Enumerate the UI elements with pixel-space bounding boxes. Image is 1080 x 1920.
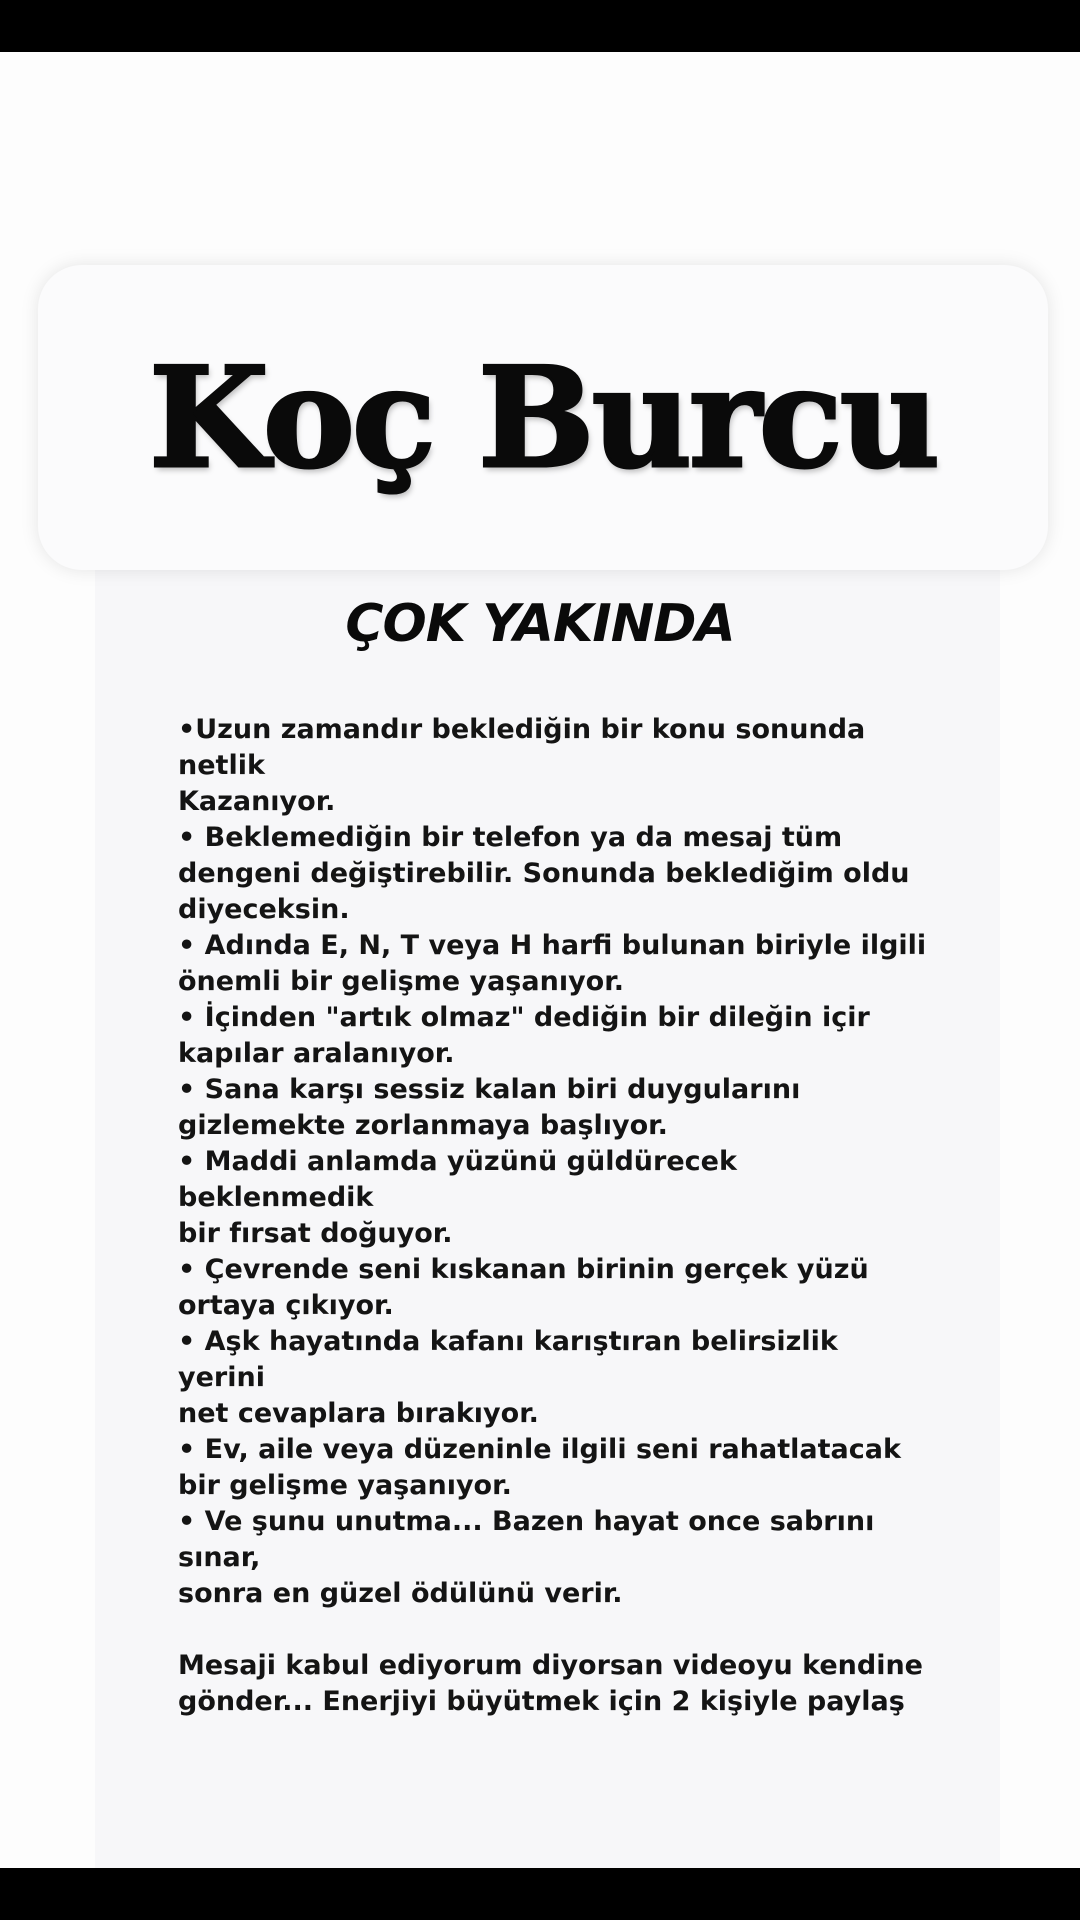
text-line: • Beklemediğin bir telefon ya da mesaj tüm	[178, 822, 843, 853]
text-line: • Çevrende seni kıskanan birinin gerçek yüzü	[178, 1254, 869, 1285]
text-line: sınar,	[178, 1542, 261, 1573]
footer-line: gönder... Enerjiyi büyütmek için 2 kişiyle paylaş	[178, 1686, 905, 1717]
text-line: beklenmedik	[178, 1182, 374, 1213]
text-line: Kazanıyor.	[178, 786, 336, 817]
title-card	[38, 265, 1048, 570]
text-line: • Maddi anlamda yüzünü güldürecek	[178, 1146, 737, 1177]
horoscope-text	[178, 712, 978, 1720]
text-line: diyeceksin.	[178, 894, 350, 925]
text-line: • Sana karşı sessiz kalan biri duygularını	[178, 1074, 801, 1105]
text-line: ortaya çıkıyor.	[178, 1290, 394, 1321]
spacer	[178, 1612, 978, 1648]
text-line: önemli bir gelişme yaşanıyor.	[178, 966, 624, 997]
top-black-bar	[0, 0, 1080, 52]
bottom-black-bar	[0, 1868, 1080, 1920]
text-line: dengeni değiştirebilir. Sonunda beklediğim oldu	[178, 858, 910, 889]
text-line: net cevaplara bırakıyor.	[178, 1398, 539, 1429]
text-line: • Ve şunu unutma... Bazen hayat once sabrını	[178, 1506, 875, 1537]
subtitle: ÇOK YAKINDA	[345, 594, 735, 654]
footer-line: Mesaji kabul ediyorum diyorsan videoyu kendine	[178, 1650, 923, 1681]
text-line: •Uzun zamandır beklediğin bir konu sonunda	[178, 714, 866, 745]
text-line: • Aşk hayatında kafanı karıştıran belirsizlik	[178, 1326, 838, 1357]
text-line: yerini	[178, 1362, 265, 1393]
text-line: • Ev, aile veya düzeninle ilgili seni rahatlatacak	[178, 1434, 901, 1465]
page-title: Koç Burcu	[148, 336, 938, 499]
text-line: • İçinden "artık olmaz" dediğin bir dileğin içir	[178, 1002, 870, 1033]
text-line: bir fırsat doğuyor.	[178, 1218, 453, 1249]
text-line: sonra en güzel ödülünü verir.	[178, 1578, 623, 1609]
text-line: kapılar aralanıyor.	[178, 1038, 455, 1069]
text-line: bir gelişme yaşanıyor.	[178, 1470, 512, 1501]
text-line: • Adında E, N, T veya H harfi bulunan biriyle ilgili	[178, 930, 927, 961]
text-line: gizlemekte zorlanmaya başlıyor.	[178, 1110, 668, 1141]
text-line: netlik	[178, 750, 265, 781]
